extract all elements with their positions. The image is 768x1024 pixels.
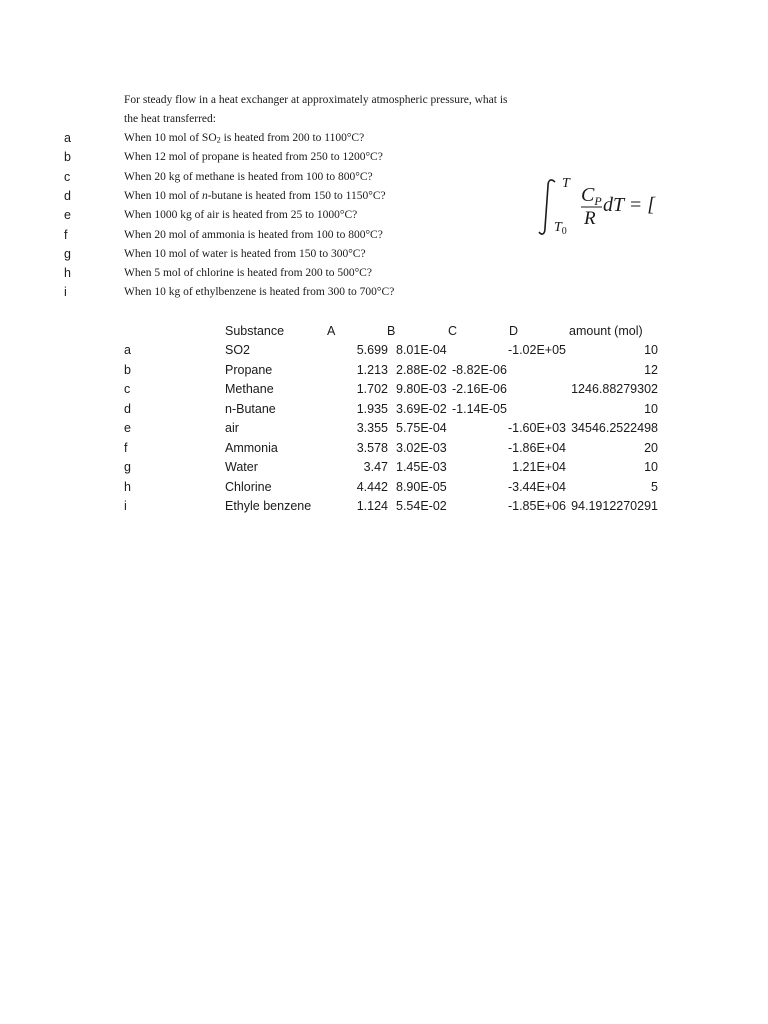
cell-a: 5.699 (356, 343, 388, 357)
cell-letter: e (124, 421, 131, 435)
cell-a: 4.442 (356, 479, 388, 494)
cell-a: 3.47 (363, 460, 388, 474)
cell-substance: Ammonia (225, 440, 278, 455)
cell-letter: f (124, 440, 128, 455)
cell-c: -2.16E-06 (452, 382, 507, 396)
cell-d: -1.60E+03 (507, 421, 566, 435)
cell-b: 9.80E-03 (396, 382, 447, 396)
problem-item-letter: h (64, 266, 71, 281)
cell-b: 8.01E-04 (396, 343, 447, 357)
problem-item-letter: c (64, 169, 71, 184)
cell-b: 2.88E-02 (396, 362, 447, 377)
cell-substance: Water (225, 460, 258, 474)
cell-b: 5.54E-02 (396, 499, 447, 513)
cell-a: 1.935 (356, 401, 388, 416)
problem-item-letter: i (64, 285, 67, 300)
cell-a: 3.578 (356, 440, 388, 455)
cell-letter: g (124, 460, 131, 474)
cell-substance: Propane (225, 362, 273, 377)
cell-d: -3.44E+04 (507, 479, 566, 494)
cell-d: -1.86E+04 (507, 440, 566, 455)
problem-intro-line1: For steady flow in a heat exchanger at approximately atmospheric pressure, what is (124, 94, 508, 106)
cell-amount: 5 (651, 479, 658, 494)
problem-item-text: When 10 mol of SO2 is heated from 200 to 1100°C? (124, 132, 365, 145)
cell-amount: 10 (644, 460, 658, 474)
header-d: D (509, 324, 519, 338)
problem-item-letter: d (64, 188, 71, 203)
cell-a: 3.355 (356, 421, 388, 435)
problem-item-text: When 10 mol of n-butane is heated from 150 to 1150°C? (124, 189, 386, 202)
cell-b: 8.90E-05 (396, 479, 447, 494)
cell-substance: air (225, 421, 239, 435)
cell-d: -1.85E+06 (507, 499, 566, 513)
cell-a: 1.702 (356, 382, 388, 396)
cell-d: -1.02E+05 (507, 343, 566, 357)
cell-a: 1.213 (356, 362, 388, 377)
cell-b: 1.45E-03 (396, 460, 447, 474)
problem-item-text: When 1000 kg of air is heated from 25 to 1000°C? (124, 209, 358, 222)
problem-item-text: When 10 mol of water is heated from 150 to 300°C? (124, 247, 366, 260)
cell-amount: 20 (644, 440, 658, 455)
cell-amount: 1246.88279302 (571, 382, 658, 396)
cell-b: 3.02E-03 (396, 440, 447, 455)
cell-letter: a (124, 343, 131, 357)
header-b: B (387, 324, 396, 338)
cell-c: -1.14E-05 (452, 401, 507, 416)
problem-intro-line2: the heat transferred: (124, 113, 216, 125)
cell-substance: Ethyle benzene (225, 499, 312, 513)
fraction-denominator: R (584, 208, 596, 229)
problem-item-letter: b (64, 150, 71, 165)
cell-a: 1.124 (356, 499, 388, 513)
cell-letter: i (124, 499, 127, 513)
cell-substance: SO2 (225, 343, 251, 357)
problem-item-letter: e (64, 208, 71, 223)
problem-item-letter: a (64, 131, 71, 145)
cell-b: 5.75E-04 (396, 421, 447, 435)
cell-amount: 12 (644, 362, 658, 377)
cell-d: 1.21E+04 (512, 460, 566, 474)
cell-letter: c (124, 382, 131, 396)
header-substance: Substance (225, 324, 285, 338)
problem-item-text: When 10 kg of ethylbenzene is heated from 300 to 700°C? (124, 286, 395, 299)
cell-b: 3.69E-02 (396, 401, 447, 416)
integral-lower-limit: $T_0$ (554, 220, 567, 237)
cell-amount: 94.1912270291 (571, 499, 658, 513)
fraction-numerator: $C_P$ (581, 184, 602, 208)
header-amount: amount (mol) (569, 324, 643, 338)
equation-rhs: dT = [ (603, 194, 656, 216)
cell-letter: b (124, 362, 131, 377)
problem-item-text: When 20 kg of methane is heated from 100 to 800°C? (124, 170, 373, 183)
problem-item-letter: g (64, 246, 71, 261)
cell-c: -8.82E-06 (452, 362, 507, 377)
cell-amount: 10 (644, 401, 658, 416)
cell-substance: n-Butane (225, 401, 276, 416)
problem-item-text: When 5 mol of chlorine is heated from 200 to 500°C? (124, 267, 372, 280)
integral-upper-limit: T (562, 176, 570, 191)
problem-item-text: When 12 mol of propane is heated from 250 to 1200°C? (124, 151, 383, 164)
cell-amount: 10 (644, 343, 658, 357)
cell-amount: 34546.2522498 (571, 421, 658, 435)
cell-substance: Methane (225, 382, 274, 396)
cell-letter: h (124, 479, 131, 494)
heat-integral-equation (538, 176, 668, 240)
header-c: C (448, 324, 458, 338)
problem-item-letter: f (64, 227, 68, 242)
cell-substance: Chlorine (225, 479, 272, 494)
problem-item-text: When 20 mol of ammonia is heated from 100 to 800°C? (124, 228, 383, 241)
header-a: A (327, 324, 336, 338)
cell-letter: d (124, 401, 131, 416)
